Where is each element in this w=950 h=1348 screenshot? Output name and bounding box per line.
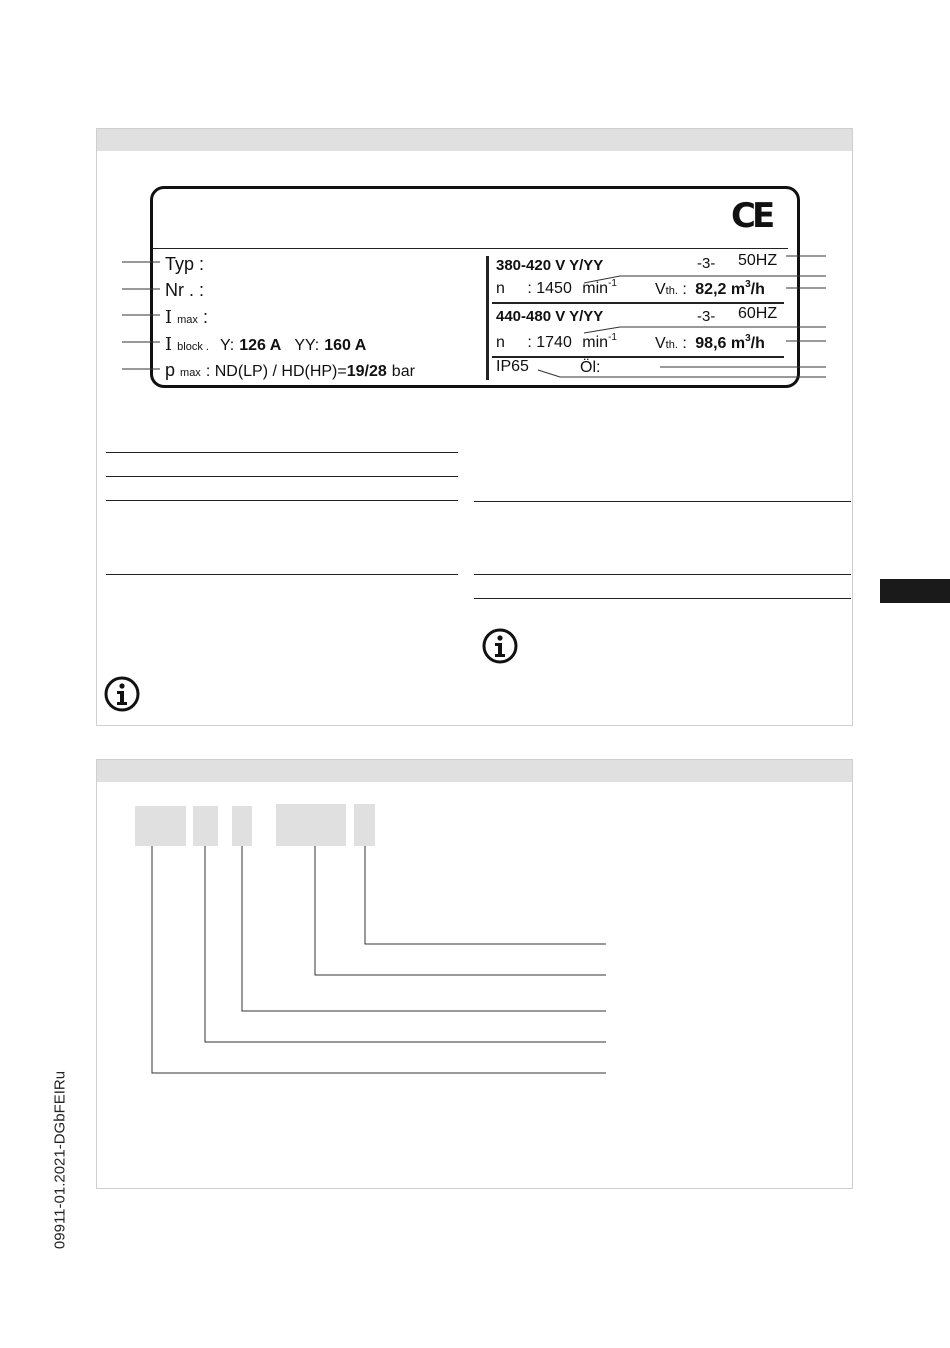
p-max-unit: bar	[391, 363, 415, 380]
flow-value-60hz: 98,6 m	[695, 335, 746, 352]
nr-label: Nr . :	[165, 280, 204, 300]
phase-60hz: -3-	[697, 308, 716, 325]
flow-exp-50hz: 3	[745, 279, 751, 290]
i-block-y-label: Y:	[219, 337, 235, 354]
flow-colon-60hz: :	[682, 335, 687, 352]
phase-50hz: -3-	[697, 255, 716, 272]
flow-exp-60hz: 3	[745, 333, 751, 344]
flow-unit-60hz: /h	[750, 335, 765, 352]
p-max-value: 19/28	[346, 363, 387, 380]
oil-label: Öl:	[580, 359, 601, 376]
freq-50hz: 50HZ	[738, 252, 778, 269]
i-block-y-value: 126 A	[239, 337, 282, 354]
speed-value-50hz: : 1450	[527, 280, 572, 297]
i-block-yy-value: 160 A	[324, 337, 367, 354]
speed-n-60hz: n	[496, 334, 505, 351]
i-block-symbol: I	[165, 334, 173, 355]
i-block-sub: block .	[177, 341, 209, 353]
i-max-colon: :	[202, 307, 208, 327]
voltage-60hz: 440-480 V Y/YY	[496, 308, 604, 325]
voltage-50hz: 380-420 V Y/YY	[496, 257, 604, 274]
flow-v-sub-60hz: th.	[665, 339, 678, 351]
i-max-sub: max	[177, 314, 198, 326]
i-block-yy-label: YY:	[294, 337, 320, 354]
flow-value-50hz: 82,2 m	[695, 281, 746, 298]
speed-n-50hz: n	[496, 280, 505, 297]
typ-label: Typ :	[165, 254, 205, 274]
freq-60hz: 60HZ	[738, 305, 778, 322]
flow-v-50hz: V	[655, 281, 666, 298]
speed-min-50hz: min	[582, 280, 609, 297]
flow-v-60hz: V	[655, 335, 666, 352]
ce-mark-icon: CE	[731, 196, 772, 236]
flow-colon-50hz: :	[682, 281, 687, 298]
speed-min-60hz: min	[582, 334, 609, 351]
speed-exp-60hz: -1	[608, 332, 617, 343]
flow-unit-50hz: /h	[750, 281, 765, 298]
p-max-symbol: p	[165, 360, 176, 380]
ip-rating: IP65	[496, 358, 529, 375]
p-max-text: : ND(LP) / HD(HP)=	[205, 363, 347, 380]
speed-exp-50hz: -1	[608, 278, 617, 289]
document-code: 09911-01.2021-DGbFEIRu	[51, 1070, 69, 1250]
p-max-sub: max	[180, 367, 201, 379]
flow-v-sub-50hz: th.	[665, 285, 678, 297]
i-max-symbol: I	[165, 307, 173, 328]
speed-value-60hz: : 1740	[527, 334, 572, 351]
